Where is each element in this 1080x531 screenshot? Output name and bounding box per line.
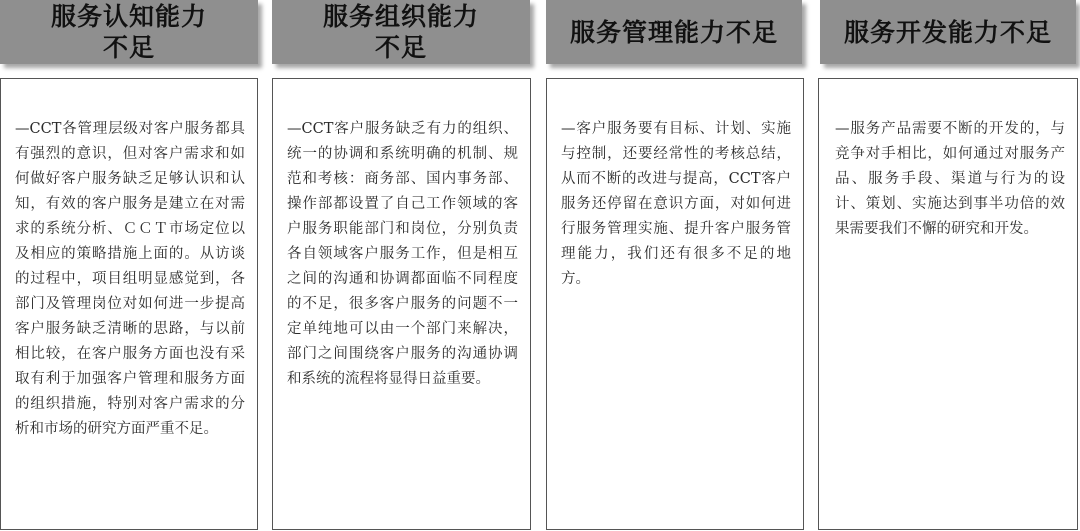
panel-service-cognition xyxy=(0,78,258,530)
header-service-organization xyxy=(272,0,530,64)
panel-body-text: —CCT客户服务缺乏有力的组织、统一的协调和系统明确的机制、规范和考核：商务部、国内事务部、操作部都设置了自己工作领域的客户服务职能部门和岗位，分别负责各自领域客户服务工作，但是相互之间的沟通和协调都面临不同程度的不足，很多客户服务的问题不一定单纯地可以由一个部门来解决，部门之间围绕客户服务的沟通协调和系统的流程将显得日益重要。 xyxy=(287,121,518,387)
header-title-line2: 不足 xyxy=(102,33,155,62)
header-title: 服务管理能力不足 xyxy=(569,17,778,47)
panel-service-development xyxy=(818,78,1078,530)
panel-service-management xyxy=(546,78,804,530)
header-title xyxy=(323,1,479,63)
panel-service-organization xyxy=(272,78,531,530)
header-service-cognition xyxy=(0,0,258,64)
panel-body-text: —服务产品需要不断的开发的，与竞争对手相比，如何通过对服务产品、服务手段、渠道与行为的设计、策划、实施达到事半功倍的效果需要我们不懈的研究和开发。 xyxy=(835,121,1065,237)
header-title: 服务开发能力不足 xyxy=(843,17,1052,47)
header-service-development xyxy=(820,0,1076,64)
header-title-line1: 服务认知能力 xyxy=(50,2,207,31)
panel-body-text: —客户服务要有目标、计划、实施与控制，还要经常性的考核总结，从而不断的改进与提高，CCT客户服务还停留在意识方面，对如何进行服务管理实施、提升客户服务管理能力，我们还有很多不足的地方。 xyxy=(561,121,791,287)
header-service-management xyxy=(546,0,802,64)
header-title xyxy=(51,1,207,63)
header-title-line1: 服务组织能力 xyxy=(322,2,479,31)
header-title-line2: 不足 xyxy=(374,33,427,62)
panel-body-text: —CCT各管理层级对客户服务都具有强烈的意识，但对客户需求和如何做好客户服务缺乏足够认识和认知，有效的客户服务是建立在对需求的系统分析、ＣＣＴ市场定位以及相应的策略措施上面的。从访谈的过程中，项目组明显感觉到，各部门及管理岗位对如何进一步提高客户服务缺乏清晰的思路，与以前相比较，在客户服务方面也没有采取有利于加强客户管理和服务方面的组织措施，特别对客户需求的分析和市场的研究方面严重不足。 xyxy=(15,121,245,437)
